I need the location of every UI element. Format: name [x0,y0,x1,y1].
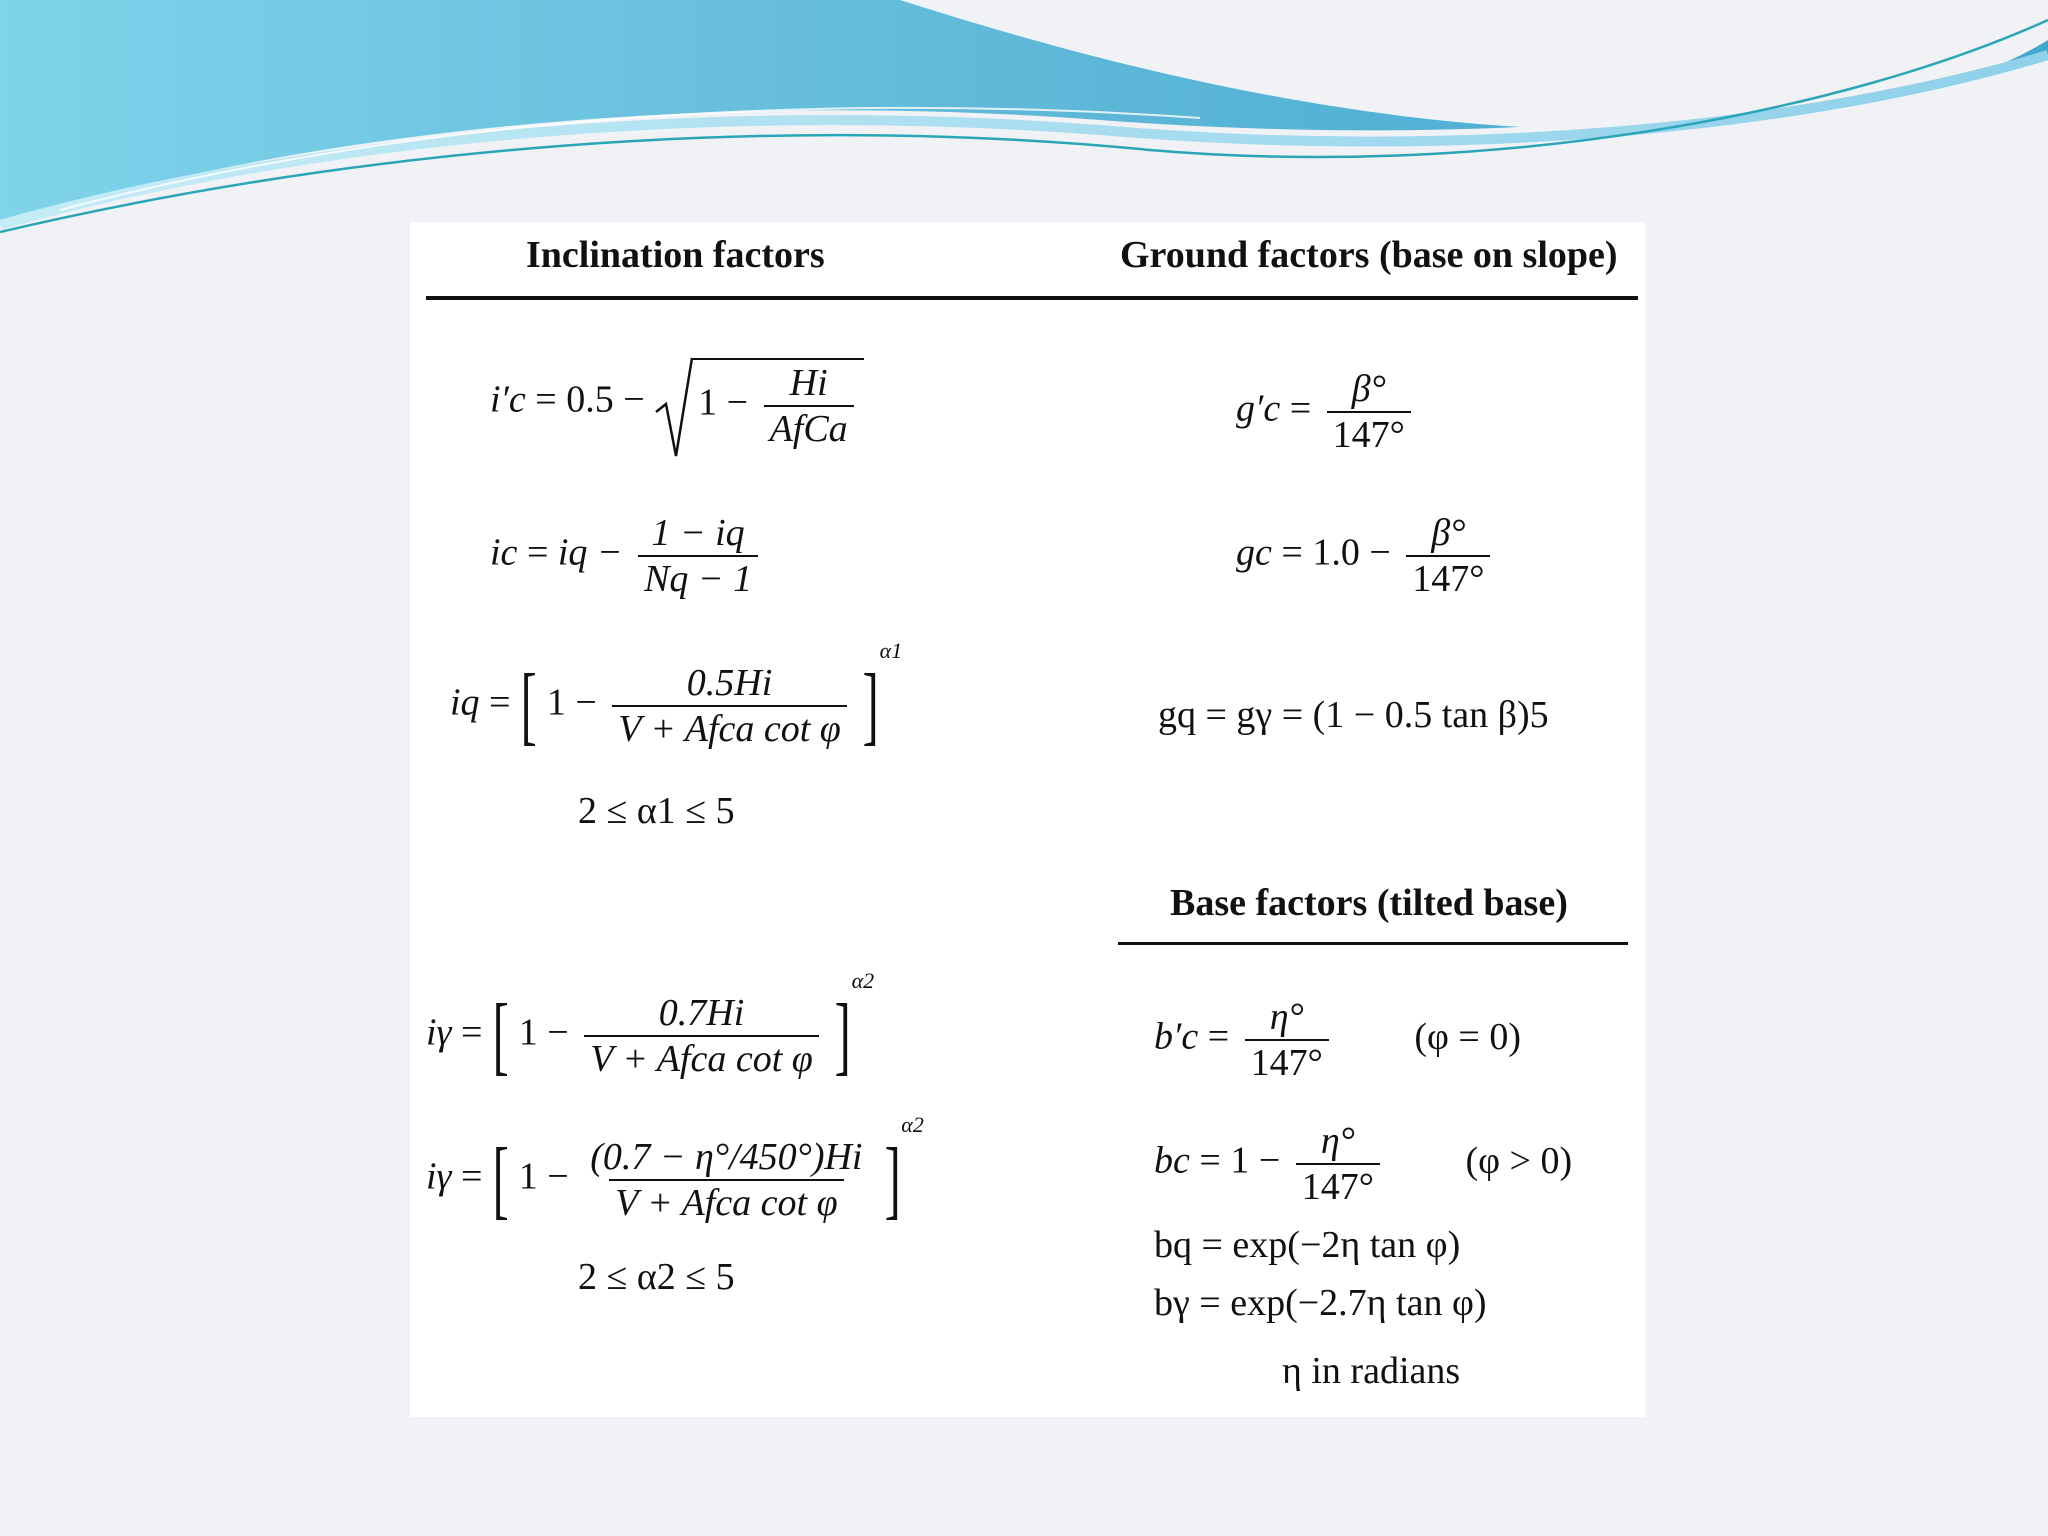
alpha2-range: 2 ≤ α2 ≤ 5 [578,1256,735,1298]
formula-igamma-1: iγ = [ 1 − $\frac{0.7Hi}{\text{V + Afca cot φ}}$ ]α2 [426,968,875,1084]
header-wave-banner [0,0,2048,240]
header-rule [426,296,1638,300]
formula-ic: ic = iq − $\frac{1 - iq}{Nq - 1}$ [490,514,764,598]
formula-gq-ggamma: gq = gγ = (1 − 0.5 tan β)5 [1158,694,1549,736]
formula-gc-prime: g′c = $\frac{\beta^\circ}{147^\circ}$ [1236,370,1417,454]
formula-igamma-2: iγ = [ 1 − $\frac{(0.7 - \eta^\circ/450^\circ)Hi}{\text{V + Afca cot φ}}$ ]α2 [426,1112,924,1228]
formula-bgamma: bγ = exp(−2.7η tan φ) [1154,1282,1487,1324]
formula-iq: iq = [ 1 − $\frac{0.5Hi}{\text{V + Afca cot φ}}$ ]α1 [450,638,903,754]
formula-bq: bq = exp(−2η tan φ) [1154,1224,1461,1266]
formula-gc: gc = 1.0 − $\frac{\beta^\circ}{147^\circ}$ [1236,514,1496,598]
formula-ic-prime: i′c = 0.5 − 1 − $\frac{Hi}{\text{AfCa}}$ [490,358,864,448]
header-inclination-factors: Inclination factors [526,234,825,276]
alpha1-range: 2 ≤ α1 ≤ 5 [578,790,735,832]
base-header-rule [1118,942,1628,945]
formula-bc-prime: b′c = $\frac{\eta^\circ}{147^\circ}$ (φ = 0) [1154,996,1521,1084]
formula-table [410,222,1645,1417]
header-base-factors: Base factors (tilted base) [1170,882,1568,924]
formula-bc: bc = 1 − $\frac{\eta^\circ}{147^\circ}$ (φ > 0) [1154,1120,1573,1208]
header-ground-factors: Ground factors (base on slope) [1120,234,1618,276]
eta-radians-note: η in radians [1282,1350,1461,1392]
